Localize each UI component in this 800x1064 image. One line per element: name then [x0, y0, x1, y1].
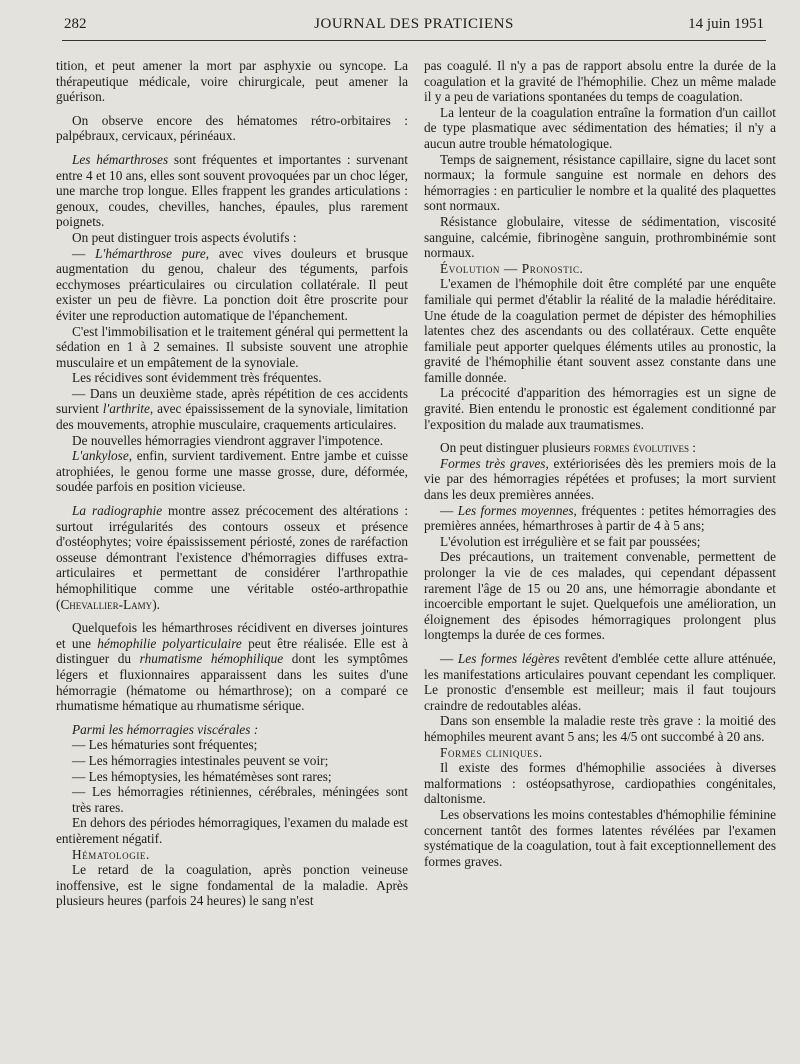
paragraph: L'examen de l'hémophile doit être complété par une enquête familiale qui permet d'établir la réalité de la maladie héréditaire. Une étude de la coagulation permet de dépister des hémophilies latentes chez des ascendants ou des collatéraux. Cette enquête familiale peut apporter quelques éléments utiles au pronostic, la gravité de l'hémophilie étant souvent assez constante dans une famille donnée.	[424, 276, 776, 385]
paragraph: C'est l'immobilisation et le traitement général qui permettent la sédation en 1 à 2 semaines. Il subsiste souvent une atrophie musculaire et un empâtement de la synoviale.	[56, 323, 408, 370]
paragraph: On peut distinguer trois aspects évolutifs :	[72, 229, 297, 245]
paragraph: On peut distinguer plusieurs formes évolutives :	[440, 440, 696, 456]
paragraph: — L'hémarthrose pure, avec vives douleurs et brusque augmentation du genou, chaleur des téguments, parfois ecchymoses préarticulaires ou circulation collatérale. Il peut exister un peu de fièvre. La ponction doit être proscrite pour éviter une reproduction automatique de l'épanchement.	[56, 245, 409, 323]
paragraph: Le retard de la coagulation, après ponction veineuse inoffensive, est le signe fondamental de la maladie. Après plusieurs heures (parfois 24 heures) le sang n'est	[56, 862, 408, 909]
list-item: — Les hémorragies intestinales peuvent se voir;	[72, 752, 329, 768]
paragraph: La radiographie montre assez précocement des altérations : surtout irrégularités des contours osseux et présence d'ostéophytes; voire épaississement périosté, zones de raréfaction osseuse démontrant l'existence d'hémorragies diffuses extra-articulaires et permettant de considérer l'arthropathie hémophilitique comme une véritable ostéo-arthropathie (Chevallier-Lamy).	[56, 503, 409, 612]
list-item: — Les hématuries sont fréquentes;	[72, 737, 258, 753]
paragraph: Les hémarthroses sont fréquentes et importantes : survenant entre 4 et 10 ans, elles sont souvent provoquées par un choc léger, une marche trop longue. Elles frappent les grandes articulations : genoux, coudes, chevilles, hanches, épaules, plus rarement poignets.	[56, 151, 409, 230]
paragraph: De nouvelles hémorragies viendront aggraver l'impotence.	[72, 432, 384, 448]
paragraph: On observe encore des hématomes rétro-orbitaires : palpébraux, cervicaux, périnéaux.	[56, 112, 408, 144]
paragraph: Il existe des formes d'hémophilie associées à diverses malformations : ostéopsathyrose, cardiopathies congénitales, daltonisme.	[424, 760, 776, 807]
section-heading-evolution: Évolution — Pronostic.	[440, 260, 584, 276]
right-column	[424, 58, 776, 869]
paragraph: En dehors des périodes hémorragiques, l'examen du malade est entièrement négatif.	[56, 815, 408, 846]
paragraph: Des précautions, un traitement convenable, permettent de prolonger la vie de ces malades, qui cependant dépassent rarement l'âge de 15 ou 20 ans, une hémorragie abondante et incoercible emportant le sujet. Quelquefois une amélioration, un éloignement des épisodes hémorragiques prolongent plus longtemps la durée de ces formes.	[424, 549, 776, 643]
paragraph: — Les formes moyennes, fréquentes : petites hémorragies des premières années, hémarthroses à partir de 4 à 5 ans;	[424, 502, 776, 534]
list-item: — Les hémoptysies, les hématémèses sont rares;	[72, 768, 332, 784]
journal-title: JOURNAL DES PRATICIENS	[314, 16, 514, 32]
page-number: 282	[64, 16, 87, 32]
list-item: — Les hémorragies rétiniennes, cérébrales, méningées sont très rares.	[72, 784, 408, 815]
paragraph: tition, et peut amener la mort par asphyxie ou syncope. La thérapeutique médicale, voire chirurgicale, peut amener la guérison.	[56, 58, 408, 105]
paragraph: L'évolution est irrégulière et se fait par poussées;	[440, 533, 701, 549]
paragraph: pas coagulé. Il n'y a pas de rapport absolu entre la durée de la coagulation et la gravité de l'hémophilie. Chez un même malade il y a peu de variations spontanées du temps de coagulation.	[424, 58, 776, 105]
paragraph: Temps de saignement, résistance capillaire, signe du lacet sont normaux; la formule sanguine est normale en dehors des hémorragies : en particulier le nombre et la qualité des plaquettes sont normaux.	[424, 151, 776, 214]
paragraph: La précocité d'apparition des hémorragies est un signe de gravité. Bien entendu le pronostic est également conditionné par l'exposition du malade aux traumatismes.	[424, 385, 776, 432]
section-heading-hematologie: Hématologie.	[72, 846, 150, 862]
paragraph: Les récidives sont évidemment très fréquentes.	[72, 370, 322, 386]
paragraph: L'ankylose, enfin, survient tardivement. Entre jambe et cuisse atrophiées, le genou forme une masse grosse, dure, déformée, soudée parfois en position vicieuse.	[56, 448, 408, 495]
paragraph: Parmi les hémorragies viscérales :	[72, 721, 259, 737]
paragraph: Résistance globulaire, vitesse de sédimentation, viscosité sanguine, calcémie, fibrinogène sanguin, prothrombinémie sont normaux.	[424, 213, 776, 261]
paragraph: — Les formes légères revêtent d'emblée cette allure atténuée, les manifestations articulaires pouvant cependant les compliquer. Le pronostic d'ensemble est meilleur; mais il faut toujours craindre de redoutables aléas.	[424, 650, 776, 713]
paragraph: Formes très graves, extériorisées dès les premiers mois de la vie par des hémorragies répétées et profuses; la mort survient dans les deux premières années.	[424, 455, 776, 503]
issue-date: 14 juin 1951	[688, 16, 764, 32]
section-heading-formes-cliniques: Formes cliniques.	[440, 744, 543, 760]
paragraph: — Dans un deuxième stade, après répétition de ces accidents survient l'arthrite, avec épaississement de la synoviale, limitation des mouvements, atrophie musculaire, craquements articulaires.	[56, 385, 408, 433]
paragraph: Quelquefois les hémarthroses récidivent en diverses jointures et une hémophilie polyarticulaire peut être réalisée. Elle est à distinguer du rhumatisme hémophilique dont les symptômes légers et fluxionnaires apparaissent dans les suites d'une hémorragie (hématome ou hémarthrose); on a comparé ce rhumatisme hématique au rhumatisme sérique.	[56, 620, 409, 714]
left-column	[56, 58, 408, 909]
paragraph: La lenteur de la coagulation entraîne la formation d'un caillot de type plasmatique avec sédimentation des hématies; il n'y a aucun autre trouble hématologique.	[424, 104, 776, 151]
paragraph: Dans son ensemble la maladie reste très grave : la moitié des hémophiles meurent avant 5 ans; les 4/5 ont succombé à 20 ans.	[424, 713, 776, 744]
paragraph: Les observations les moins contestables d'hémophilie féminine concernent tantôt des formes latentes révélées par l'examen systématique de la coagulation, tout à fait exceptionnellement des formes graves.	[424, 806, 776, 869]
running-header	[62, 12, 766, 41]
